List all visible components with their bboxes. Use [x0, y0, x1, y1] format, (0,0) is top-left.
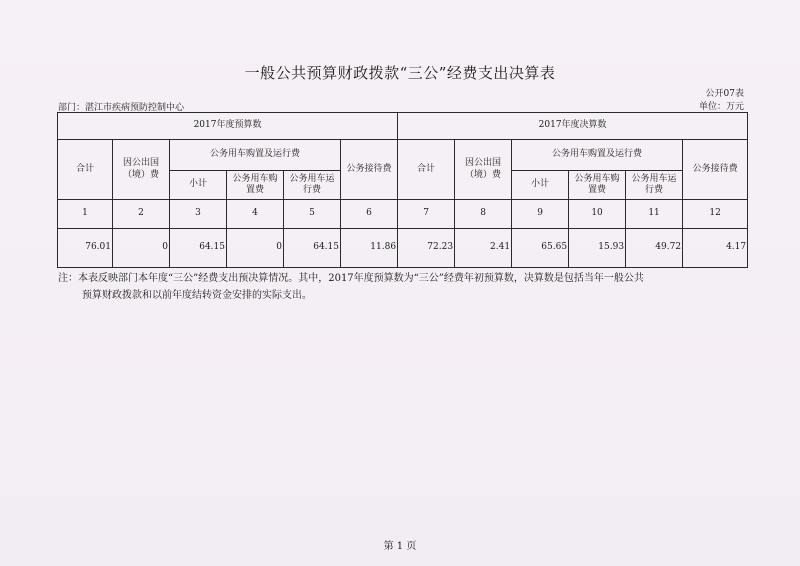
final-group-header: 2017年度决算数	[398, 113, 748, 140]
value-cell: 76.01	[58, 229, 113, 268]
budget-vehicle-header: 公务用车购置及运行费	[170, 140, 341, 171]
table-note	[58, 270, 748, 304]
final-purchase-header: 公务用车购置费	[569, 171, 626, 200]
index-cell: 11	[626, 200, 683, 229]
index-row	[58, 200, 748, 229]
final-total-header: 合计	[398, 140, 455, 200]
index-cell: 8	[455, 200, 512, 229]
values-row	[58, 229, 748, 268]
index-cell: 12	[683, 200, 748, 229]
value-cell: 64.15	[170, 229, 227, 268]
value-cell: 49.72	[626, 229, 683, 268]
note-line-2: 预算财政拨款和以前年度结转资金安排的实际支出。	[82, 290, 312, 301]
three-public-expenses-table	[57, 112, 748, 268]
value-cell: 11.86	[341, 229, 398, 268]
final-vehicle-header: 公务用车购置及运行费	[512, 140, 683, 171]
index-cell: 7	[398, 200, 455, 229]
final-abroad-header: 因公出国（境）费	[455, 140, 512, 200]
budget-purchase-header: 公务用车购置费	[227, 171, 284, 200]
header-row-categories	[58, 140, 748, 171]
index-cell: 5	[284, 200, 341, 229]
note-line-1: 注：本表反映部门本年度“三公”经费支出预决算情况。其中，2017年度预算数为“三公”经费年初预算数，决算数是包括当年一般公共	[58, 273, 644, 284]
index-cell: 6	[341, 200, 398, 229]
value-cell: 64.15	[284, 229, 341, 268]
final-subtotal-header: 小计	[512, 171, 569, 200]
value-cell: 65.65	[512, 229, 569, 268]
department-label: 部门：湛江市疾病预防控制中心	[58, 103, 185, 113]
value-cell: 15.93	[569, 229, 626, 268]
value-cell: 0	[227, 229, 284, 268]
index-cell: 1	[58, 200, 113, 229]
final-reception-header: 公务接待费	[683, 140, 748, 200]
index-cell: 2	[113, 200, 170, 229]
unit-label: 单位：万元	[698, 102, 744, 112]
value-cell: 4.17	[683, 229, 748, 268]
budget-reception-header: 公务接待费	[341, 140, 398, 200]
budget-total-header: 合计	[58, 140, 113, 200]
index-cell: 3	[170, 200, 227, 229]
table-number: 公开07表	[705, 89, 744, 99]
index-cell: 4	[227, 200, 284, 229]
final-running-header: 公务用车运行费	[626, 171, 683, 200]
document-title: 一般公共预算财政拨款“三公”经费支出决算表	[244, 64, 556, 82]
value-cell: 72.23	[398, 229, 455, 268]
budget-running-header: 公务用车运行费	[284, 171, 341, 200]
budget-abroad-header: 因公出国（境）费	[113, 140, 170, 200]
index-cell: 10	[569, 200, 626, 229]
index-cell: 9	[512, 200, 569, 229]
header-row-groups	[58, 113, 748, 140]
budget-subtotal-header: 小计	[170, 171, 227, 200]
budget-group-header: 2017年度预算数	[58, 113, 398, 140]
value-cell: 0	[113, 229, 170, 268]
value-cell: 2.41	[455, 229, 512, 268]
page-number: 第 1 页	[383, 541, 417, 552]
